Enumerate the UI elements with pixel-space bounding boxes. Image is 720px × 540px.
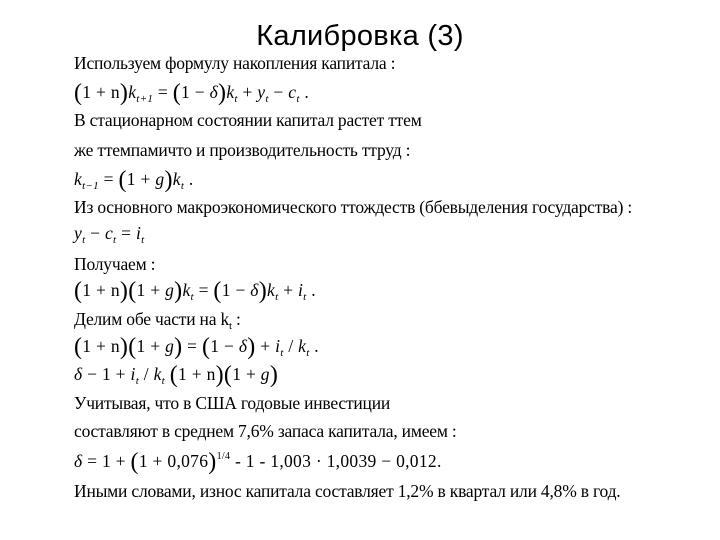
text-line-us-investment-2: составляют в среднем 7,6% запаса капитала, имеем : <box>74 421 457 441</box>
text-line-steady-state-2: же ттемпамичто и производительность ттруд : <box>74 140 411 160</box>
equation-divided: $(1 + n)(1 + g) = (1 - \delta) + i_t / k_t$ . <box>74 334 319 360</box>
page-title: Калибровка (3) <box>256 20 464 52</box>
equation-depreciation-value: $\delta = 1 + (1 + 0,076)^{1/4} - 1 - 1,003 \cdot 1,0039 - 0,012$. <box>74 449 442 475</box>
equation-capital-accumulation: $(1 + n)k_{t+1} = (1 - \delta)k_t + y_t - c_t$ . <box>74 80 310 106</box>
equation-capital-growth: $k_{t-1} = (1 + g)k_t$ . <box>74 167 194 193</box>
text-line-macro-identity: Из основного макроэкономического ттождеств (ббевыделения государства) : <box>74 197 633 217</box>
equation-combined: $(1 + n)(1 + g)k_t = (1 - \delta)k_t + i_t$ . <box>74 278 316 304</box>
text-line-us-investment-1: Учитывая, что в США годовые инвестиции <box>74 393 391 413</box>
text-line-conclusion: Иными словами, износ капитала составляет 1,2% в квартал или 4,8% в год. <box>74 481 621 501</box>
divide-text: Делим обе части на k <box>74 309 230 329</box>
text-line-we-get: Получаем : <box>74 254 156 274</box>
divide-subscript: t <box>229 320 232 332</box>
text-line-formula-intro: Используем формулу накопления капитала : <box>74 53 396 73</box>
text-line-divide <box>74 311 241 332</box>
text-line-steady-state-1: В стационарном состоянии капитал растет ттем <box>74 110 422 130</box>
equation-depreciation: $\delta - 1 + i_t / k_t$ (1 + n)(1 + g) <box>74 362 279 388</box>
equation-investment-identity: $y_t - c_t = i_t$ <box>74 223 145 246</box>
divide-tail: : <box>231 309 241 329</box>
